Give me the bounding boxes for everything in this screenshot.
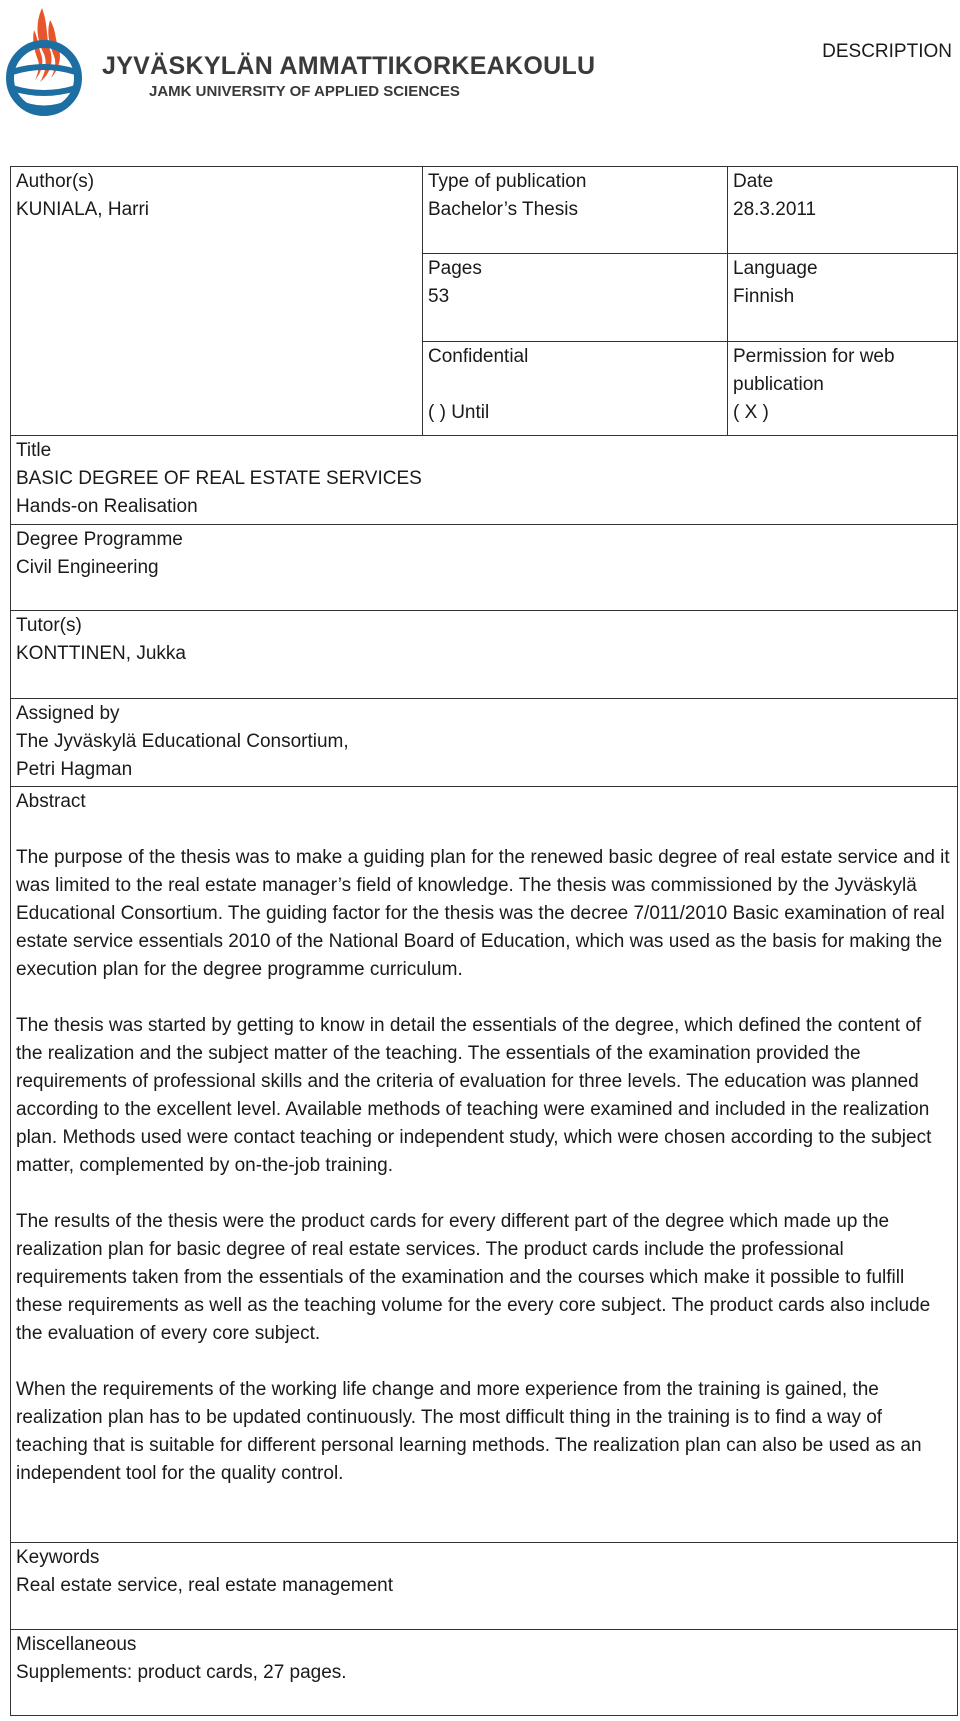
publication-type-cell [422,166,727,226]
miscellaneous-cell [10,1629,958,1689]
confidential-cell [422,341,727,429]
confidential-label: Confidential [428,346,529,367]
date-value: 28.3.2011 [733,199,817,220]
assigned-label: Assigned by [16,703,120,724]
language-value: Finnish [733,286,795,307]
tutor-cell [10,610,958,670]
assigned-cell [10,698,958,786]
title-label: Title [16,440,52,461]
degree-cell [10,524,958,584]
degree-label: Degree Programme [16,529,183,550]
tutor-label: Tutor(s) [16,615,82,636]
keywords-value: Real estate service, real estate management [16,1575,394,1596]
university-name-finnish: JYVÄSKYLÄN AMMATTIKORKEAKOULU [102,52,596,80]
abstract-label: Abstract [16,791,86,812]
assigned-line-1: The Jyväskylä Educational Consortium, [16,731,349,752]
abstract-cell [10,786,958,1490]
title-line-2: Hands-on Realisation [16,496,198,517]
abstract-paragraph: The results of the thesis were the product cards for every different part of the degree which made up the realization plan for basic degree of real estate services. The product cards include the professional requirements taken from the essentials of the examination and the courses which make it possible to fulfill these requirements as well as the teaching volume for the every core subject. The product cards also include the evaluation of every core subject. [16,1211,931,1344]
tutor-value: KONTTINEN, Jukka [16,643,186,664]
language-label: Language [733,258,818,279]
document-type: DESCRIPTION [822,41,952,62]
abstract-paragraph: The thesis was started by getting to know in detail the essentials of the degree, which defined the content of the realization and the subject matter of the teaching. The essentials of the examination provided the requirements of professional skills and the criteria of evaluation for three levels. The education was planned according to the excellent level. Available methods of teaching were examined and included in the realization plan. Methods used were contact teaching or independent study, which were chosen according to the subject matter, complemented by on-the-job training. [16,1015,932,1176]
title-line-1: BASIC DEGREE OF REAL ESTATE SERVICES [16,468,422,489]
university-logo [4,6,596,116]
web-permission-cell [727,341,958,429]
description-form [10,166,958,1716]
web-permission-value: ( X ) [733,402,769,423]
miscellaneous-label: Miscellaneous [16,1634,137,1655]
assigned-line-2: Petri Hagman [16,759,133,780]
degree-value: Civil Engineering [16,557,159,578]
date-cell [727,166,958,226]
language-cell [727,253,958,313]
pages-value: 53 [428,286,450,307]
publication-type-value: Bachelor’s Thesis [428,199,578,220]
author-label: Author(s) [16,171,95,192]
jamk-flame-globe-icon [4,6,90,116]
keywords-label: Keywords [16,1547,100,1568]
university-name-english: JAMK UNIVERSITY OF APPLIED SCIENCES [149,83,460,100]
confidential-value: ( ) Until [428,402,490,423]
border-bottom [10,1715,958,1716]
keywords-cell [10,1542,958,1602]
abstract-paragraph: When the requirements of the working life change and more experience from the training is gained, the realization plan has to be updated continuously. The most difficult thing in the training is to find a way of teaching that is suitable for different personal learning methods. The realization plan can also be used as an independent tool for the quality control. [16,1379,922,1484]
web-permission-label: Permission for web publication [733,346,895,395]
pages-cell [422,253,727,313]
author-value: KUNIALA, Harri [16,199,150,220]
title-cell [10,435,958,523]
abstract-paragraph: The purpose of the thesis was to make a guiding plan for the renewed basic degree of real estate service and it was limited to the real estate manager’s field of knowledge. The thesis was commissioned by the Jyväskylä Educational Consortium. The guiding factor for the thesis was the decree 7/011/2010 Basic examination of real estate service essentials 2010 of the National Board of Education, which was used as the basis for making the execution plan for the degree programme curriculum. [16,847,950,980]
miscellaneous-value: Supplements: product cards, 27 pages. [16,1662,347,1683]
pages-label: Pages [428,258,482,279]
date-label: Date [733,171,774,192]
author-cell [10,166,422,226]
publication-type-label: Type of publication [428,171,587,192]
